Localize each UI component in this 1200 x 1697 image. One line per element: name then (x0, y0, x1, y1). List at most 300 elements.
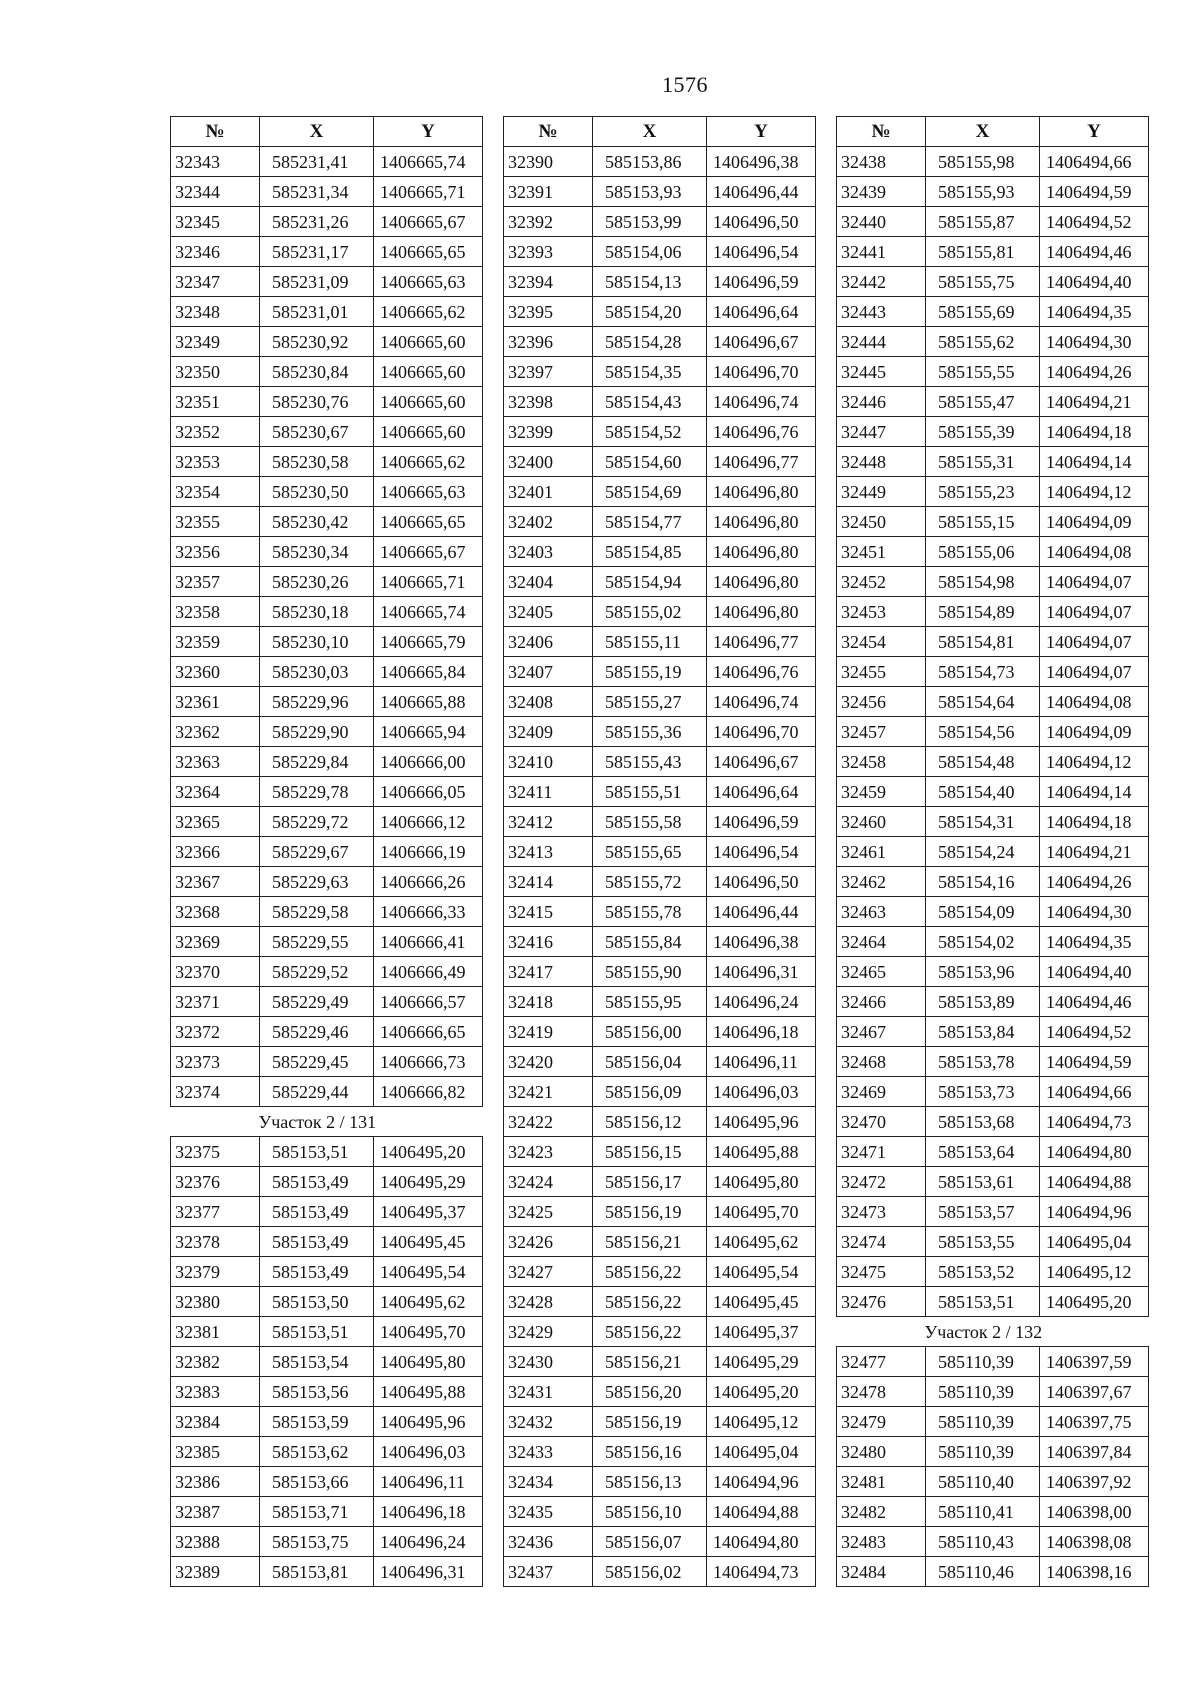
point-number-cell: 32435 (504, 1497, 593, 1527)
table-row (504, 1527, 816, 1557)
x-coordinate-cell: 585153,51 (926, 1287, 1040, 1317)
x-coordinate-cell: 585154,09 (926, 897, 1040, 927)
point-number-cell: 32418 (504, 987, 593, 1017)
y-coordinate-cell: 1406665,84 (374, 657, 483, 687)
y-coordinate-cell: 1406665,79 (374, 627, 483, 657)
point-number-cell: 32394 (504, 267, 593, 297)
point-number-cell: 32348 (171, 297, 260, 327)
point-number-cell: 32424 (504, 1167, 593, 1197)
y-coordinate-cell: 1406495,45 (374, 1227, 483, 1257)
y-coordinate-cell: 1406494,14 (1040, 447, 1149, 477)
point-number-cell: 32403 (504, 537, 593, 567)
x-coordinate-cell: 585229,45 (260, 1047, 374, 1077)
table-row (504, 327, 816, 357)
table-row (171, 1407, 483, 1437)
point-number-cell: 32380 (171, 1287, 260, 1317)
y-coordinate-cell: 1406665,71 (374, 567, 483, 597)
point-number-cell: 32449 (837, 477, 926, 507)
point-number-cell: 32407 (504, 657, 593, 687)
point-number-cell: 32447 (837, 417, 926, 447)
point-number-cell: 32411 (504, 777, 593, 807)
table-row (837, 507, 1149, 537)
point-number-cell: 32402 (504, 507, 593, 537)
table-row (504, 777, 816, 807)
x-coordinate-cell: 585231,41 (260, 147, 374, 177)
x-coordinate-cell: 585155,36 (593, 717, 707, 747)
table-row (504, 1377, 816, 1407)
coordinates-table-1 (170, 116, 483, 1587)
table-row (171, 777, 483, 807)
y-coordinate-cell: 1406496,64 (707, 777, 816, 807)
y-coordinate-cell: 1406495,96 (707, 1107, 816, 1137)
point-number-cell: 32482 (837, 1497, 926, 1527)
x-coordinate-cell: 585155,75 (926, 267, 1040, 297)
point-number-cell: 32441 (837, 237, 926, 267)
x-coordinate-cell: 585153,61 (926, 1167, 1040, 1197)
x-coordinate-cell: 585153,49 (260, 1257, 374, 1287)
y-coordinate-cell: 1406496,44 (707, 897, 816, 927)
y-coordinate-cell: 1406495,80 (707, 1167, 816, 1197)
y-coordinate-cell: 1406496,67 (707, 327, 816, 357)
y-coordinate-cell: 1406494,08 (1040, 687, 1149, 717)
x-coordinate-cell: 585154,43 (593, 387, 707, 417)
header-number: № (504, 117, 593, 147)
x-coordinate-cell: 585230,03 (260, 657, 374, 687)
table-row (171, 1497, 483, 1527)
x-coordinate-cell: 585154,94 (593, 567, 707, 597)
y-coordinate-cell: 1406496,67 (707, 747, 816, 777)
point-number-cell: 32466 (837, 987, 926, 1017)
table-row (837, 927, 1149, 957)
table-row (171, 297, 483, 327)
y-coordinate-cell: 1406494,46 (1040, 987, 1149, 1017)
table-row (504, 837, 816, 867)
table-row (504, 1107, 816, 1137)
x-coordinate-cell: 585230,50 (260, 477, 374, 507)
table-row (837, 477, 1149, 507)
table-row (171, 1227, 483, 1257)
x-coordinate-cell: 585230,42 (260, 507, 374, 537)
point-number-cell: 32389 (171, 1557, 260, 1587)
x-coordinate-cell: 585110,39 (926, 1347, 1040, 1377)
table-row (504, 1407, 816, 1437)
table-row (504, 1287, 816, 1317)
table-row (837, 297, 1149, 327)
point-number-cell: 32470 (837, 1107, 926, 1137)
x-coordinate-cell: 585154,98 (926, 567, 1040, 597)
y-coordinate-cell: 1406665,60 (374, 357, 483, 387)
point-number-cell: 32360 (171, 657, 260, 687)
header-row (504, 117, 816, 147)
y-coordinate-cell: 1406665,88 (374, 687, 483, 717)
x-coordinate-cell: 585154,40 (926, 777, 1040, 807)
y-coordinate-cell: 1406496,18 (707, 1017, 816, 1047)
table-row (504, 297, 816, 327)
point-number-cell: 32401 (504, 477, 593, 507)
point-number-cell: 32361 (171, 687, 260, 717)
table-row (171, 507, 483, 537)
y-coordinate-cell: 1406494,12 (1040, 747, 1149, 777)
point-number-cell: 32422 (504, 1107, 593, 1137)
point-number-cell: 32463 (837, 897, 926, 927)
y-coordinate-cell: 1406397,84 (1040, 1437, 1149, 1467)
point-number-cell: 32345 (171, 207, 260, 237)
x-coordinate-cell: 585229,72 (260, 807, 374, 837)
x-coordinate-cell: 585153,99 (593, 207, 707, 237)
y-coordinate-cell: 1406495,88 (707, 1137, 816, 1167)
x-coordinate-cell: 585155,78 (593, 897, 707, 927)
table-row (171, 1077, 483, 1107)
x-coordinate-cell: 585155,90 (593, 957, 707, 987)
x-coordinate-cell: 585155,47 (926, 387, 1040, 417)
point-number-cell: 32365 (171, 807, 260, 837)
table-row (504, 747, 816, 777)
table-row (504, 507, 816, 537)
y-coordinate-cell: 1406666,12 (374, 807, 483, 837)
x-coordinate-cell: 585229,55 (260, 927, 374, 957)
x-coordinate-cell: 585229,96 (260, 687, 374, 717)
x-coordinate-cell: 585155,98 (926, 147, 1040, 177)
y-coordinate-cell: 1406495,29 (374, 1167, 483, 1197)
y-coordinate-cell: 1406495,20 (374, 1137, 483, 1167)
x-coordinate-cell: 585156,04 (593, 1047, 707, 1077)
point-number-cell: 32445 (837, 357, 926, 387)
y-coordinate-cell: 1406494,80 (707, 1527, 816, 1557)
table-row (837, 687, 1149, 717)
y-coordinate-cell: 1406495,62 (374, 1287, 483, 1317)
header-row (837, 117, 1149, 147)
x-coordinate-cell: 585155,81 (926, 237, 1040, 267)
table-row (504, 417, 816, 447)
x-coordinate-cell: 585153,49 (260, 1197, 374, 1227)
x-coordinate-cell: 585110,39 (926, 1437, 1040, 1467)
point-number-cell: 32483 (837, 1527, 926, 1557)
y-coordinate-cell: 1406496,44 (707, 177, 816, 207)
y-coordinate-cell: 1406494,14 (1040, 777, 1149, 807)
x-coordinate-cell: 585156,15 (593, 1137, 707, 1167)
table-row (837, 867, 1149, 897)
y-coordinate-cell: 1406665,74 (374, 597, 483, 627)
point-number-cell: 32343 (171, 147, 260, 177)
point-number-cell: 32350 (171, 357, 260, 387)
x-coordinate-cell: 585156,19 (593, 1197, 707, 1227)
y-coordinate-cell: 1406496,03 (707, 1077, 816, 1107)
point-number-cell: 32457 (837, 717, 926, 747)
point-number-cell: 32414 (504, 867, 593, 897)
y-coordinate-cell: 1406494,07 (1040, 567, 1149, 597)
table-row (171, 567, 483, 597)
table-row (837, 327, 1149, 357)
table-row (504, 1347, 816, 1377)
y-coordinate-cell: 1406495,80 (374, 1347, 483, 1377)
table-row (171, 537, 483, 567)
x-coordinate-cell: 585230,18 (260, 597, 374, 627)
x-coordinate-cell: 585153,49 (260, 1227, 374, 1257)
y-coordinate-cell: 1406494,46 (1040, 237, 1149, 267)
table-row (171, 897, 483, 927)
y-coordinate-cell: 1406496,31 (374, 1557, 483, 1587)
table-row (504, 1497, 816, 1527)
table-row (171, 417, 483, 447)
table-row (837, 357, 1149, 387)
table-row (504, 177, 816, 207)
point-number-cell: 32363 (171, 747, 260, 777)
y-coordinate-cell: 1406496,54 (707, 837, 816, 867)
x-coordinate-cell: 585110,43 (926, 1527, 1040, 1557)
point-number-cell: 32442 (837, 267, 926, 297)
point-number-cell: 32355 (171, 507, 260, 537)
x-coordinate-cell: 585156,07 (593, 1527, 707, 1557)
table-row (837, 1347, 1149, 1377)
header-x: X (593, 117, 707, 147)
y-coordinate-cell: 1406496,77 (707, 627, 816, 657)
point-number-cell: 32391 (504, 177, 593, 207)
x-coordinate-cell: 585231,26 (260, 207, 374, 237)
point-number-cell: 32430 (504, 1347, 593, 1377)
point-number-cell: 32433 (504, 1437, 593, 1467)
y-coordinate-cell: 1406495,96 (374, 1407, 483, 1437)
point-number-cell: 32431 (504, 1377, 593, 1407)
y-coordinate-cell: 1406494,73 (1040, 1107, 1149, 1137)
x-coordinate-cell: 585156,10 (593, 1497, 707, 1527)
x-coordinate-cell: 585153,86 (593, 147, 707, 177)
y-coordinate-cell: 1406397,67 (1040, 1377, 1149, 1407)
table-row (171, 747, 483, 777)
table-row (504, 687, 816, 717)
table-row (171, 687, 483, 717)
y-coordinate-cell: 1406495,54 (374, 1257, 483, 1287)
point-number-cell: 32379 (171, 1257, 260, 1287)
y-coordinate-cell: 1406494,59 (1040, 177, 1149, 207)
point-number-cell: 32408 (504, 687, 593, 717)
x-coordinate-cell: 585156,02 (593, 1557, 707, 1587)
y-coordinate-cell: 1406398,08 (1040, 1527, 1149, 1557)
table-row (504, 357, 816, 387)
point-number-cell: 32452 (837, 567, 926, 597)
y-coordinate-cell: 1406666,33 (374, 897, 483, 927)
y-coordinate-cell: 1406665,60 (374, 387, 483, 417)
point-number-cell: 32432 (504, 1407, 593, 1437)
x-coordinate-cell: 585155,72 (593, 867, 707, 897)
x-coordinate-cell: 585156,00 (593, 1017, 707, 1047)
section-title: Участок 2 / 131 (171, 1107, 483, 1137)
y-coordinate-cell: 1406495,62 (707, 1227, 816, 1257)
x-coordinate-cell: 585110,39 (926, 1407, 1040, 1437)
x-coordinate-cell: 585156,12 (593, 1107, 707, 1137)
table-row (504, 1467, 816, 1497)
y-coordinate-cell: 1406494,09 (1040, 717, 1149, 747)
table-row (171, 207, 483, 237)
table-row (171, 1287, 483, 1317)
y-coordinate-cell: 1406496,50 (707, 207, 816, 237)
point-number-cell: 32477 (837, 1347, 926, 1377)
table-row (504, 1077, 816, 1107)
x-coordinate-cell: 585229,46 (260, 1017, 374, 1047)
x-coordinate-cell: 585156,09 (593, 1077, 707, 1107)
x-coordinate-cell: 585153,81 (260, 1557, 374, 1587)
table-row (837, 1017, 1149, 1047)
table-row (504, 807, 816, 837)
point-number-cell: 32374 (171, 1077, 260, 1107)
y-coordinate-cell: 1406495,04 (1040, 1227, 1149, 1257)
table-row (504, 657, 816, 687)
x-coordinate-cell: 585230,10 (260, 627, 374, 657)
table-row (171, 807, 483, 837)
x-coordinate-cell: 585155,06 (926, 537, 1040, 567)
point-number-cell: 32479 (837, 1407, 926, 1437)
x-coordinate-cell: 585155,65 (593, 837, 707, 867)
table-row (837, 1557, 1149, 1587)
y-coordinate-cell: 1406496,70 (707, 717, 816, 747)
x-coordinate-cell: 585156,22 (593, 1257, 707, 1287)
point-number-cell: 32460 (837, 807, 926, 837)
y-coordinate-cell: 1406398,00 (1040, 1497, 1149, 1527)
x-coordinate-cell: 585156,21 (593, 1347, 707, 1377)
point-number-cell: 32364 (171, 777, 260, 807)
x-coordinate-cell: 585153,55 (926, 1227, 1040, 1257)
x-coordinate-cell: 585110,39 (926, 1377, 1040, 1407)
point-number-cell: 32367 (171, 867, 260, 897)
point-number-cell: 32437 (504, 1557, 593, 1587)
section-row (171, 1107, 483, 1137)
point-number-cell: 32381 (171, 1317, 260, 1347)
y-coordinate-cell: 1406496,74 (707, 687, 816, 717)
y-coordinate-cell: 1406494,35 (1040, 297, 1149, 327)
table-row (171, 1557, 483, 1587)
header-number: № (171, 117, 260, 147)
x-coordinate-cell: 585156,17 (593, 1167, 707, 1197)
point-number-cell: 32344 (171, 177, 260, 207)
y-coordinate-cell: 1406496,64 (707, 297, 816, 327)
y-coordinate-cell: 1406496,74 (707, 387, 816, 417)
point-number-cell: 32386 (171, 1467, 260, 1497)
y-coordinate-cell: 1406495,37 (374, 1197, 483, 1227)
table-row (171, 1317, 483, 1347)
y-coordinate-cell: 1406666,73 (374, 1047, 483, 1077)
y-coordinate-cell: 1406494,96 (1040, 1197, 1149, 1227)
point-number-cell: 32417 (504, 957, 593, 987)
table-row (171, 1047, 483, 1077)
table-row (837, 267, 1149, 297)
x-coordinate-cell: 585154,20 (593, 297, 707, 327)
y-coordinate-cell: 1406666,57 (374, 987, 483, 1017)
header-y: Y (1040, 117, 1149, 147)
header-x: X (926, 117, 1040, 147)
x-coordinate-cell: 585153,51 (260, 1137, 374, 1167)
x-coordinate-cell: 585153,59 (260, 1407, 374, 1437)
point-number-cell: 32359 (171, 627, 260, 657)
table-row (171, 237, 483, 267)
x-coordinate-cell: 585155,27 (593, 687, 707, 717)
x-coordinate-cell: 585156,13 (593, 1467, 707, 1497)
x-coordinate-cell: 585229,44 (260, 1077, 374, 1107)
table-row (837, 627, 1149, 657)
y-coordinate-cell: 1406397,75 (1040, 1407, 1149, 1437)
x-coordinate-cell: 585155,15 (926, 507, 1040, 537)
y-coordinate-cell: 1406496,80 (707, 567, 816, 597)
point-number-cell: 32400 (504, 447, 593, 477)
table-row (504, 627, 816, 657)
x-coordinate-cell: 585153,50 (260, 1287, 374, 1317)
x-coordinate-cell: 585229,58 (260, 897, 374, 927)
table-row (837, 177, 1149, 207)
y-coordinate-cell: 1406496,80 (707, 477, 816, 507)
y-coordinate-cell: 1406494,21 (1040, 387, 1149, 417)
point-number-cell: 32346 (171, 237, 260, 267)
y-coordinate-cell: 1406666,00 (374, 747, 483, 777)
y-coordinate-cell: 1406496,11 (707, 1047, 816, 1077)
point-number-cell: 32406 (504, 627, 593, 657)
x-coordinate-cell: 585154,85 (593, 537, 707, 567)
table-row (837, 807, 1149, 837)
point-number-cell: 32429 (504, 1317, 593, 1347)
y-coordinate-cell: 1406666,19 (374, 837, 483, 867)
point-number-cell: 32455 (837, 657, 926, 687)
table-row (504, 1557, 816, 1587)
y-coordinate-cell: 1406496,80 (707, 507, 816, 537)
point-number-cell: 32451 (837, 537, 926, 567)
y-coordinate-cell: 1406495,70 (374, 1317, 483, 1347)
x-coordinate-cell: 585155,93 (926, 177, 1040, 207)
table-row (504, 447, 816, 477)
y-coordinate-cell: 1406496,80 (707, 597, 816, 627)
point-number-cell: 32472 (837, 1167, 926, 1197)
x-coordinate-cell: 585156,16 (593, 1437, 707, 1467)
x-coordinate-cell: 585229,90 (260, 717, 374, 747)
table-row (171, 1137, 483, 1167)
point-number-cell: 32427 (504, 1257, 593, 1287)
y-coordinate-cell: 1406665,62 (374, 297, 483, 327)
x-coordinate-cell: 585110,46 (926, 1557, 1040, 1587)
table-row (837, 717, 1149, 747)
x-coordinate-cell: 585156,19 (593, 1407, 707, 1437)
y-coordinate-cell: 1406494,40 (1040, 267, 1149, 297)
point-number-cell: 32356 (171, 537, 260, 567)
y-coordinate-cell: 1406666,49 (374, 957, 483, 987)
x-coordinate-cell: 585229,67 (260, 837, 374, 867)
header-x: X (260, 117, 374, 147)
x-coordinate-cell: 585153,52 (926, 1257, 1040, 1287)
y-coordinate-cell: 1406496,38 (707, 927, 816, 957)
point-number-cell: 32392 (504, 207, 593, 237)
y-coordinate-cell: 1406494,07 (1040, 657, 1149, 687)
table-row (171, 1017, 483, 1047)
y-coordinate-cell: 1406496,76 (707, 657, 816, 687)
table-row (837, 837, 1149, 867)
point-number-cell: 32436 (504, 1527, 593, 1557)
table-row (171, 627, 483, 657)
y-coordinate-cell: 1406494,18 (1040, 807, 1149, 837)
x-coordinate-cell: 585154,31 (926, 807, 1040, 837)
x-coordinate-cell: 585230,84 (260, 357, 374, 387)
x-coordinate-cell: 585155,39 (926, 417, 1040, 447)
point-number-cell: 32404 (504, 567, 593, 597)
y-coordinate-cell: 1406496,76 (707, 417, 816, 447)
y-coordinate-cell: 1406495,70 (707, 1197, 816, 1227)
y-coordinate-cell: 1406496,03 (374, 1437, 483, 1467)
y-coordinate-cell: 1406496,59 (707, 267, 816, 297)
table-row (837, 237, 1149, 267)
point-number-cell: 32464 (837, 927, 926, 957)
x-coordinate-cell: 585154,02 (926, 927, 1040, 957)
x-coordinate-cell: 585155,02 (593, 597, 707, 627)
point-number-cell: 32448 (837, 447, 926, 477)
point-number-cell: 32415 (504, 897, 593, 927)
point-number-cell: 32349 (171, 327, 260, 357)
table-row (171, 1377, 483, 1407)
point-number-cell: 32476 (837, 1287, 926, 1317)
table-row (171, 957, 483, 987)
